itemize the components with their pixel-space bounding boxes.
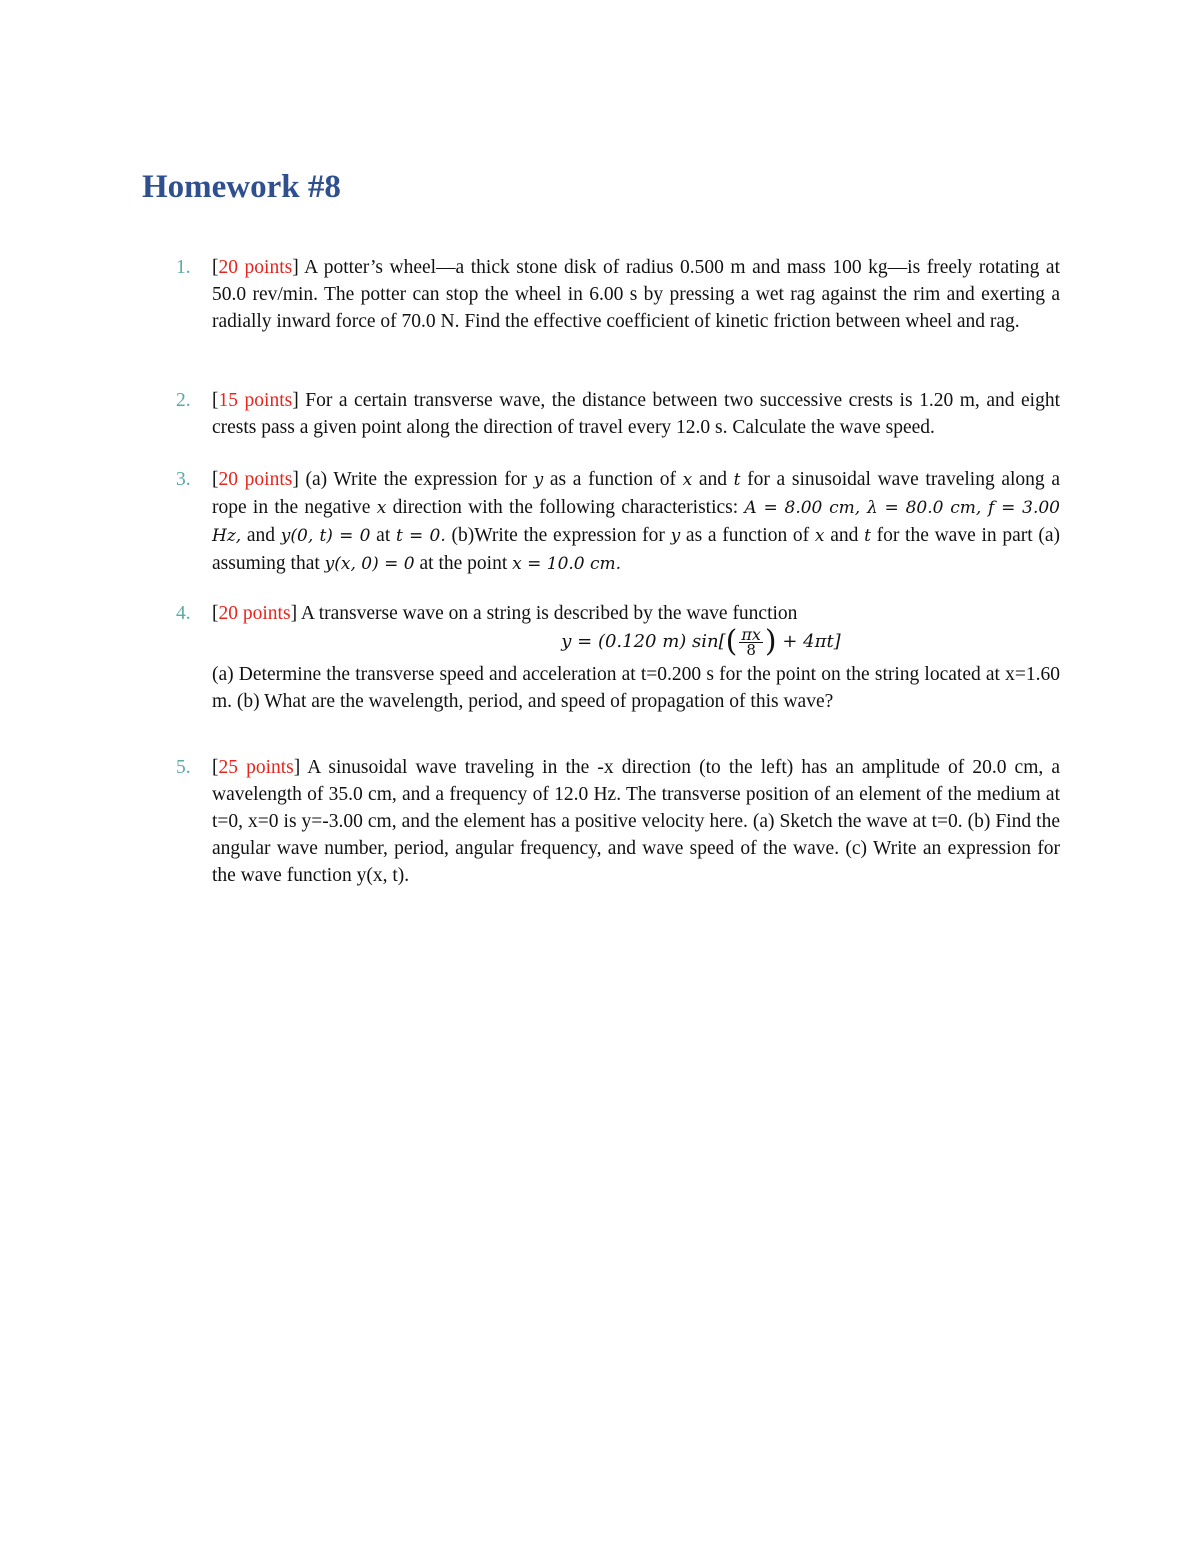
problem-4 bbox=[176, 600, 1060, 715]
math-expression: y(0, t) = 0 bbox=[280, 526, 371, 546]
problem-2 bbox=[176, 387, 1060, 441]
points-label: 25 points bbox=[218, 757, 294, 778]
points-label: 15 points bbox=[218, 390, 293, 411]
math-var: y bbox=[670, 526, 681, 546]
math-var: y bbox=[533, 470, 544, 490]
math-expression: A = 8.00 cm, λ = 80.0 cm, f = 3.00 Hz, bbox=[212, 498, 1060, 546]
points-label: 20 points bbox=[218, 257, 293, 278]
wave-equation: y = (0.120 m) sin[( $\frac{\pi x}{8}$ ) + 4πt] bbox=[561, 624, 841, 659]
math-var: x bbox=[682, 470, 693, 490]
problem-text: [15 points] For a certain transverse wave, the distance between two successive crests is 1.20 m, and eight crests pass a given point along the direction of travel every 12.0 s. Calculate the wave speed. bbox=[212, 390, 1060, 438]
problem-text: [20 points] A potter’s wheel—a thick stone disk of radius 0.500 m and mass 100 kg—is freely rotating at 50.0 rev/min. The potter can stop the wheel in 6.00 s by pressing a wet rag against the rim and exerting a radially inward force of 70.0 N. Find the effective coefficient of kinetic friction between wheel and rag. bbox=[212, 257, 1060, 332]
math-var: t bbox=[733, 470, 741, 490]
math-var: t bbox=[864, 526, 871, 546]
page-title: Homework #8 bbox=[142, 169, 341, 205]
problem-number: 3. bbox=[176, 469, 191, 490]
points-label: 20 points bbox=[218, 469, 293, 490]
problem-number: 1. bbox=[176, 257, 191, 278]
problem-1 bbox=[176, 254, 1060, 335]
problem-5 bbox=[176, 754, 1060, 889]
problem-text: [20 points] A transverse wave on a string is described by the wave function y = (0.120 m) sin[( $\frac{\pi x}{8}$ ) + 4πt] (a) Determine the transverse speed and acceleration at t=0.200 s for the point on the string located at x=1.60 m. (b) What are the wavelength, period, and speed of propagation of this wave? bbox=[212, 603, 1060, 712]
math-expression: y(x, 0) = 0 bbox=[324, 554, 415, 574]
problem-3 bbox=[176, 466, 1060, 578]
math-var: x bbox=[376, 498, 387, 518]
math-var: x bbox=[814, 526, 825, 546]
math-expression: x = 10.0 cm. bbox=[512, 554, 622, 574]
problem-text: [25 points] A sinusoidal wave traveling in the -x direction (to the left) has an amplitude of 20.0 cm, a wavelength of 35.0 cm, and a frequency of 12.0 Hz. The transverse position of an element of the medium at t=0, x=0 is y=-3.00 cm, and the element has a positive velocity here. (a) Sketch the wave at t=0. (b) Find the angular wave number, period, angular frequency, and wave speed of the wave. (c) Write an expression for the wave function y(x, t). bbox=[212, 757, 1060, 886]
points-label: 20 points bbox=[218, 603, 291, 624]
fraction: $\frac{\pi x}{8}$ bbox=[741, 624, 761, 659]
problem-number: 4. bbox=[176, 603, 191, 624]
problem-number: 5. bbox=[176, 757, 191, 778]
problem-text: [20 points] (a) Write the expression for y as a function of x and t for a sinusoidal wave traveling along a rope in the negative x direction with the following characteristics: A = 8.00 cm, λ = 80.0 cm, f = 3.00 Hz, and y(0, t) = 0 at t = 0. (b)Write the expression for y as a function of x and t for the wave in part (a) assuming that y(x, 0) = 0 at the point x = 10.0 cm. bbox=[212, 469, 1060, 574]
math-expression: t = 0. bbox=[395, 526, 446, 546]
problem-number: 2. bbox=[176, 390, 191, 411]
